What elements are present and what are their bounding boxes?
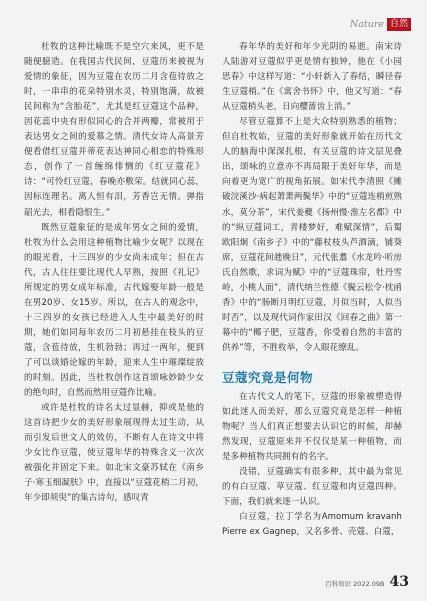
left-column (24, 40, 204, 506)
body-paragraph: 春年华的美好和年少光阴的易逝。南宋诗人陆游对豆蔻似乎更是情有独钟，他在《小园思春》中这样写道：“小轩新入了春结，瞬径春生豆蔻梢。”在《寓舍书怀》中，他又写道：“春从豆蔻梢头老，日向樱蔷齿上消。” (222, 42, 402, 113)
section-heading: 豆蔻究竟是何物 (222, 369, 314, 385)
body-paragraph: 白豆蔻，拉丁学名为Amomum kravanh Pierre ex Gagnep，又名多骨、壳蔻、白蔻， (222, 512, 402, 538)
section-label-cn: 自然 (387, 18, 411, 31)
page-number: 43 (389, 574, 409, 590)
body-paragraph: 或许是杜牧的诗名太过显赫，抑或是他的这首诗把少女的美好形象展现得太过生动，从而引发后世文人的效仿，不断有人在诗文中将少女比作豆蔻，使豆蔻年华的特殊含义一次次被强化并固定下来。如北宋文豪苏轼在《南乡子·寒玉细凝肤》中，直接以“豆蔻花梢二月初，年少即须臾”的集古诗句，感叹青 (24, 403, 204, 504)
section-label-en: Nature (349, 19, 384, 30)
body-paragraph: 没错，豆蔻确实有很多种，其中最为常见的有白豆蔻、草豆蔻、红豆蔻和肉豆蔻四种。下面，我们就来逐一认识。 (222, 467, 402, 508)
page-footer (325, 574, 409, 590)
right-column (222, 40, 402, 540)
body-paragraph: 既然豆蔻象征的是成年男女之间的爱情，杜牧为什么会用这种植物比喻少女呢？以现在的眼光看，十三四岁的少女尚未成年；但在古代，古人往往要比现代人早熟，按照《礼记》所规定的男女成年标准，古代嫁娶年龄一般是在男20岁、女15岁。所以，在古人的观念中，十三四岁的女孩已经进入人生中最美好的时期，她们如同每年农历二月初悬挂在枝头的豆蔻，含苞待放，生机勃勃；再过一两年，便到了可以谈婚论嫁的年龄，迎来人生中璀璨绽放的时刻。因此，当杜牧创作这首颂咏妙龄少女的绝句时，自然而然用豆蔻作比喻。 (24, 222, 204, 399)
body-paragraph: 在古代文人的笔下，豆蔻的形象被塑造得如此迷人而美好，那么豆蔻究竟是怎样一种植物呢？当人们真正想要去认识它的时候，却赫然发现，豆蔻原来并不仅仅是某一种植物，而是多种植物共同拥有的名字。 (222, 391, 402, 463)
body-paragraph: 尽管豆蔻算不上是大众特别熟悉的植物；但自杜牧始，豆蔻的美好形象就开始在历代文人的脑海中深深扎根，有关豆蔻的诗文层见叠出，颂咏的立意亦不再局限于美好年华，而是向着更为宽广的视角拓展。如宋代李清照《摊破浣溪沙·病起萧萧两鬓华》中的“豆蔻连梢煎熟水，莫分茶”，宋代姜夔《扬州慢·淮左名都》中的“纵豆蔻词工，青楼梦好，难赋深情”，后蜀欧阳炯《南乡子》中的“藤杖枝头芦酒滴，铺葵席，豆蔻花间趖晚日”，元代张翥《水龙吟·听房氏自然歌，求词为赋》中的“豆蔻珠帘，牡丹雪岭，小桃人面”，清代纳兰性德《鬓云松令·枕函香》中的“肠断月明红豆蔻，月似当时，人似当时否”，以及现代词作家田汉《回春之曲》第一幕中的“椰子肥，豆蔻香，你受着自然的丰富的供养”等，不胜枚举，令人眼花缭乱。 (222, 117, 402, 353)
section-header (350, 18, 411, 31)
journal-issue: 百科知识 2022.09B (325, 580, 385, 588)
body-paragraph: 杜牧的这种比喻既不是空穴来风，更不是随便臆造。在我国古代民间，豆蔻历来被视为爱情的象征，因为豆蔻在农历二月含苞待放之时，一串串的花朵特别水灵，特别饱满，故被民间称为“含胎花”，尤其是红豆蔻这个品种，因花蕊中央有形似同心的合并两瓣，常被用于表达男女之间的爱慕之情。清代女诗人高景芳便看借红豆蔻并蒂花表达神同心相恋的特殊形态，创作了一首缠绵悱恻的《红豆蔻花》诗：“可怜红豆蔻，春晚亦敷荣。结就同心蕊，因标连理名。离人恒有泪，芳香岂无情。弹指韶光去，相看隐恨生。” (24, 42, 204, 218)
